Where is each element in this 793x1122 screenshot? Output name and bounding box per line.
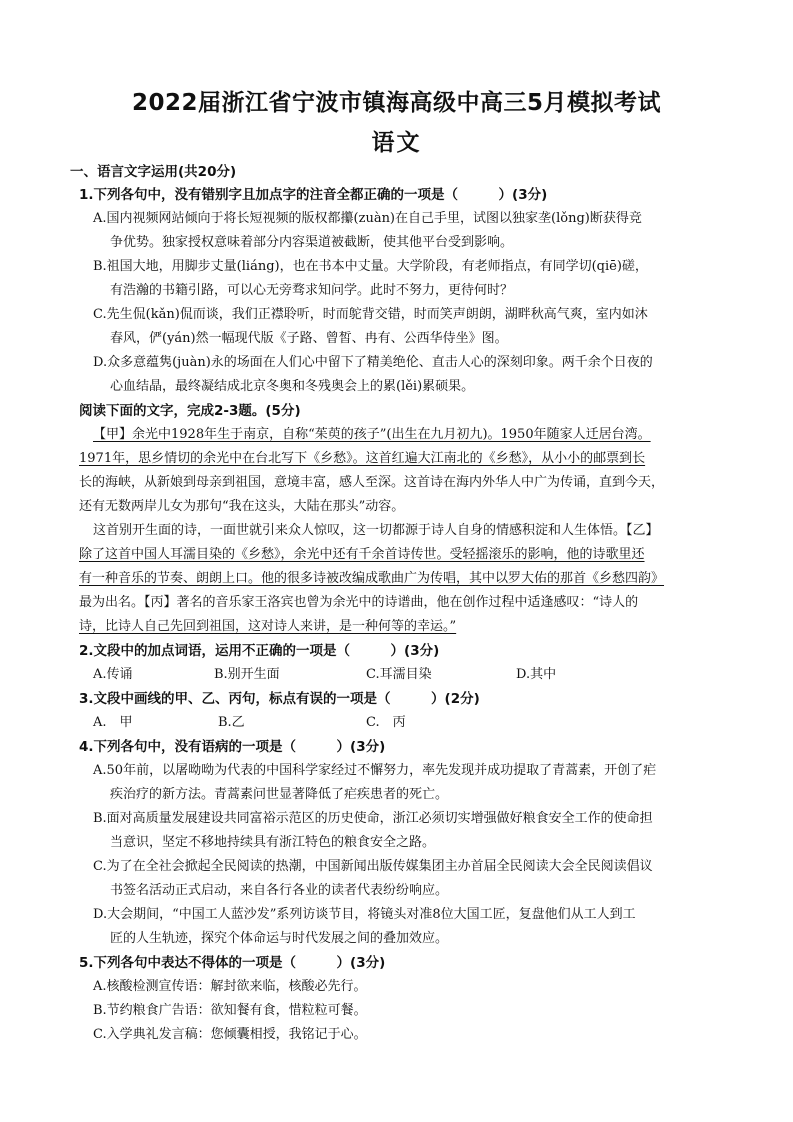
- q2-option-c: C.耳濡目染: [366, 667, 432, 682]
- q4-option-d-line2: 匠的人生轨迹，探究个体命运与时代发展之间的叠加效应。: [110, 931, 449, 946]
- exam-title: 2022届浙江省宁波市镇海高级中高三5月模拟考试: [131, 90, 662, 116]
- passage-p1-line1: 【甲】余光中1928年生于南京，自称“茱萸的孩子”(出生在九月初九)。1950年随家人迁居台湾。: [93, 427, 651, 442]
- q5-option-c: C.入学典礼发言稿：您倾囊相授，我铭记于心。: [93, 1027, 367, 1042]
- q4-option-a-line1: A.50年前，以屠呦呦为代表的中国科学家经过不懈努力，率先发现并成功提取了青蒿素，开创了疟: [93, 763, 657, 778]
- subject-title: 语文: [371, 130, 422, 156]
- q4-option-d-line1: D.大会期间，“中国工人蓝沙发”系列访谈节目，将镜头对准8位大国工匠，复盘他们从工人到工: [93, 907, 636, 922]
- section-heading: 一、语言文字运用(共20分): [70, 164, 237, 180]
- passage-p1-line4: 还有无数两岸儿女为那句“我在这头，大陆在那头”动容。: [79, 499, 405, 514]
- q3-option-a: A. 甲: [93, 715, 133, 730]
- q1-option-d-line2: 心血结晶，最终凝结成北京冬奥和冬残奥会上的累(lěi)累硕果。: [110, 379, 475, 394]
- q3-option-c: C. 丙: [366, 715, 406, 730]
- q4-option-c-line2: 书签名活动正式启动，来自各行各业的读者代表纷纷响应。: [110, 883, 449, 898]
- q1-option-c-line1: C.先生侃(kǎn)侃而谈，我们正襟聆听，时而鸵背交错，时而笑声朗朗，湖畔秋高气爽，室内如沐: [93, 307, 648, 322]
- q5-stem: 5.下列各句中表达不得体的一项是（ ）(3分): [79, 955, 386, 971]
- q1-option-a-line2: 争优势。独家授权意味着部分内容渠道被截断，使其他平台受到影响。: [110, 235, 514, 250]
- passage-p2-line2: 除了这首中国人耳濡目染的《乡愁》，余光中还有千余首诗传世。受轻摇滚乐的影响，他的诗歌里还: [79, 547, 645, 562]
- q1-stem: 1.下列各句中，没有错别字且加点字的注音全都正确的一项是（ ）(3分): [79, 187, 548, 203]
- q4-option-b-line1: B.面对高质量发展建设共同富裕示范区的历史使命，浙江必须切实增强做好粮食安全工作的使命担: [93, 811, 653, 826]
- q1-option-b-line2: 有浩瀚的书籍引路，可以心无旁骛求知问学。此时不努力，更待何时？: [110, 283, 514, 298]
- q4-stem: 4.下列各句中，没有语病的一项是（ ）(3分): [79, 739, 386, 755]
- q1-option-a-line1: A.国内视频网站倾向于将长短视频的版权都攥(zuàn)在自己手里，试图以独家垄(lǒng)断获得竞: [93, 211, 642, 226]
- passage-p2-line5: 诗，比诗人自己先回到祖国，这对诗人来讲，是一种何等的幸运。”: [79, 619, 457, 634]
- q2-option-b: B.别开生面: [214, 667, 280, 682]
- q3-option-b: B.乙: [218, 715, 245, 730]
- q4-option-b-line2: 当意识，坚定不移地持续具有浙江特色的粮食安全之路。: [110, 835, 436, 850]
- passage-p1-line3: 长的海峡，从新娘到母亲到祖国，意境丰富，感人至深。这首诗在海内外华人中广为传诵，直到今天，: [79, 475, 665, 490]
- q2-option-d: D.其中: [516, 667, 557, 682]
- reading-intro: 阅读下面的文字，完成2-3题。(5分): [79, 403, 301, 419]
- passage-p2-line3: 有一种音乐的节奏、朗朗上口。他的很多诗被改编成歌曲广为传唱，其中以罗大佑的那首《乡愁四韵》: [79, 571, 665, 586]
- q5-option-b: B.节约粮食广告语：欲知餐有食，惜粒粒可餐。: [93, 1003, 367, 1018]
- q3-stem: 3.文段中画线的甲、乙、丙句，标点有误的一项是（ ）(2分): [79, 691, 480, 707]
- passage-p2-line1: 这首别开生面的诗，一面世就引来众人惊叹，这一切都源于诗人自身的情感积淀和人生体悟。【乙】: [93, 523, 659, 538]
- q2-stem: 2.文段中的加点词语，运用不正确的一项是（ ）(3分): [79, 643, 440, 659]
- q1-option-c-line2: 春风，俨(yán)然一幅现代版《子路、曾皙、冉有、公西华侍坐》图。: [110, 331, 508, 346]
- q4-option-a-line2: 疾治疗的新方法。青蒿素问世显著降低了疟疾患者的死亡。: [110, 787, 449, 802]
- passage-p2-line4: 最为出名。【丙】著名的音乐家王洛宾也曾为余光中的诗谱曲，他在创作过程中适逢感叹：“诗人的: [79, 595, 639, 610]
- passage-p1-line2: 1971年，思乡情切的余光中在台北写下《乡愁》。这首红遍大江南北的《乡愁》，从小小的邮票到长: [79, 451, 646, 466]
- q1-option-d-line1: D.众多意蕴隽(juàn)永的场面在人们心中留下了精美绝伦、直击人心的深刻印象。两千余个日夜的: [93, 355, 653, 370]
- q2-option-a: A.传诵: [93, 667, 133, 682]
- q1-option-b-line1: B.祖国大地，用脚步丈量(liáng)，也在书本中丈量。大学阶段，有老师指点，有同学切(qiē)磋，: [93, 259, 648, 274]
- q5-option-a: A.核酸检测宣传语：解封欲来临，核酸必先行。: [93, 979, 367, 994]
- q4-option-c-line1: C.为了在全社会掀起全民阅读的热潮，中国新闻出版传媒集团主办首届全民阅读大会全民阅读倡议: [93, 859, 653, 874]
